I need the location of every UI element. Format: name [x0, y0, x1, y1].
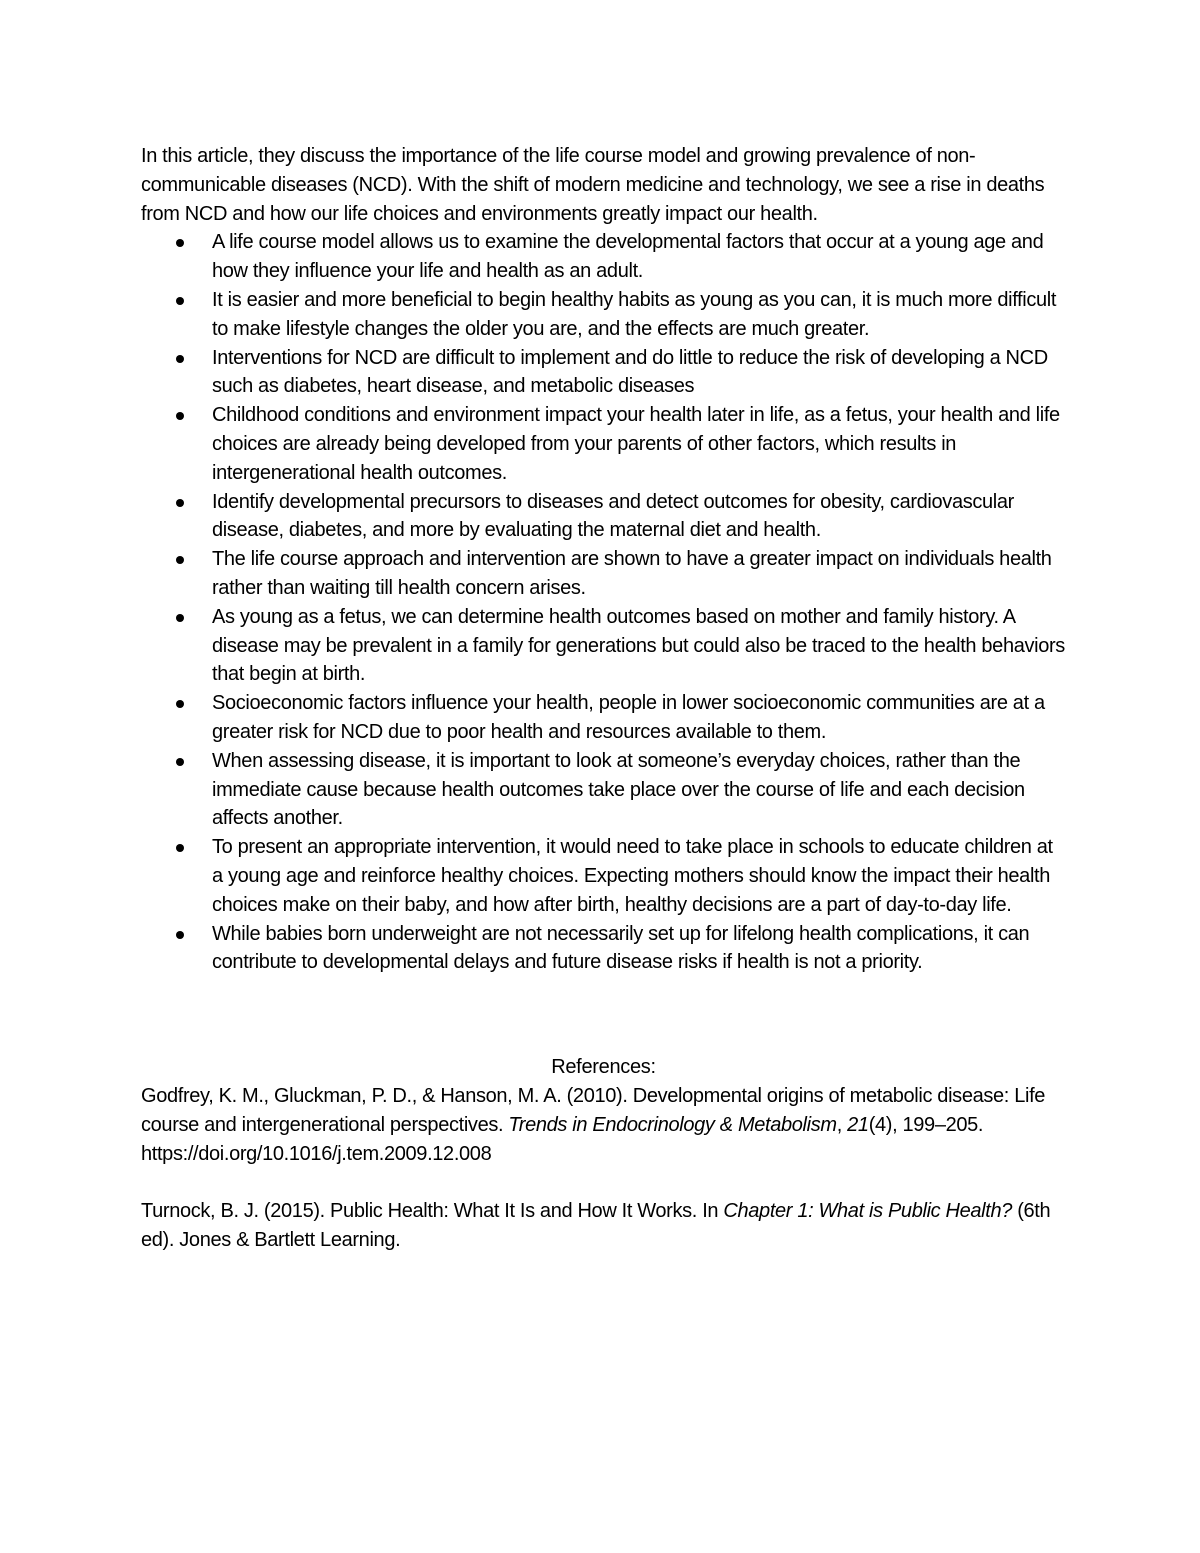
bullet-item — [141, 228, 1066, 286]
bullet-text: Identify developmental precursors to diseases and detect outcomes for obesity, cardiovascular disease, diabetes, and more by evaluating the maternal diet and health. — [212, 490, 1014, 542]
bullet-text: It is easier and more beneficial to begin healthy habits as young as you can, it is much more difficult to make lifestyle changes the older you are, and the effects are much greater. — [212, 288, 1057, 340]
reference-text: Turnock, B. J. (2015). Public Health: What It Is and How It Works. In — [141, 1200, 724, 1223]
journal-volume: 21 — [847, 1113, 869, 1136]
bullet-item — [141, 286, 1066, 344]
reference-turnock — [141, 1197, 1066, 1255]
bullet-dot-icon — [176, 297, 184, 305]
journal-title: Trends in Endocrinology & Metabolism — [508, 1113, 837, 1136]
references-section — [141, 1053, 1066, 1255]
summary-bullet-list — [141, 228, 1066, 977]
bullet-text: To present an appropriate intervention, it would need to take place in schools to educate children at a young age and reinforce healthy choices. Expecting mothers should know the impact their health choices make on their baby, and how after birth, healthy decisions are a part of day-to-day life. — [212, 836, 1053, 916]
bullet-item — [141, 689, 1066, 747]
bullet-item — [141, 401, 1066, 487]
bullet-dot-icon — [176, 412, 184, 420]
bullet-dot-icon — [176, 499, 184, 507]
bullet-dot-icon — [176, 239, 184, 247]
bullet-text: Childhood conditions and environment impact your health later in life, as a fetus, your health and life choices are already being developed from your parents of other factors, which results in intergenerational health outcomes. — [212, 404, 1060, 484]
bullet-text: Interventions for NCD are difficult to implement and do little to reduce the risk of developing a NCD such as diabetes, heart disease, and metabolic diseases — [212, 346, 1048, 398]
bullet-text: As young as a fetus, we can determine health outcomes based on mother and family history. A disease may be prevalent in a family for generations but could also be traced to the health behaviors that begin at birth. — [212, 605, 1065, 686]
intro-paragraph: In this article, they discuss the importance of the life course model and growing prevalence of non-communicable diseases (NCD). With the shift of modern medicine and technology, we see a rise in deaths from NCD and how our life choices and environments greatly impact our health. — [141, 145, 1045, 225]
reference-text: (6th ed). Jones & Bartlett Learning. — [141, 1200, 1051, 1251]
bullet-item — [141, 545, 1066, 603]
reference-text: Godfrey, K. M., Gluckman, P. D., & Hanson, M. A. (2010). Developmental origins of metabolic disease: Life course and intergenerational perspectives. — [141, 1084, 1046, 1136]
bullet-text: Socioeconomic factors influence your health, people in lower socioeconomic communities are at a greater risk for NCD due to poor health and resources available to them. — [212, 692, 1045, 743]
bullet-dot-icon — [176, 614, 184, 622]
bullet-item — [141, 344, 1066, 402]
bullet-item — [141, 603, 1066, 689]
bullet-item — [141, 833, 1066, 919]
document-body — [141, 142, 1066, 1255]
bullet-text: While babies born underweight are not necessarily set up for lifelong health complications, it can contribute to developmental delays and future disease risks if health is not a priority. — [212, 922, 1030, 974]
reference-text: (4), 199–205. https://doi.org/10.1016/j.tem.2009.12.008 — [141, 1113, 984, 1165]
bullet-item — [141, 920, 1066, 978]
bullet-dot-icon — [176, 931, 184, 939]
bullet-dot-icon — [176, 700, 184, 708]
reference-separator: , — [836, 1113, 848, 1136]
bullet-item — [141, 488, 1066, 546]
bullet-dot-icon — [176, 355, 184, 363]
bullet-item — [141, 747, 1066, 833]
bullet-dot-icon — [176, 556, 184, 564]
bullet-dot-icon — [176, 844, 184, 852]
bullet-text: When assessing disease, it is important to look at someone’s everyday choices, rather than the immediate cause because health outcomes take place over the course of life and each decision affects another. — [212, 749, 1025, 830]
references-heading: References: — [551, 1056, 656, 1079]
chapter-title: Chapter 1: What is Public Health? — [723, 1200, 1013, 1223]
bullet-text: A life course model allows us to examine the developmental factors that occur at a young age and how they influence your life and health as an adult. — [212, 231, 1044, 283]
bullet-text: The life course approach and intervention are shown to have a greater impact on individuals health rather than waiting till health concern arises. — [212, 548, 1052, 599]
bullet-dot-icon — [176, 758, 184, 766]
reference-godfrey — [141, 1082, 1066, 1168]
